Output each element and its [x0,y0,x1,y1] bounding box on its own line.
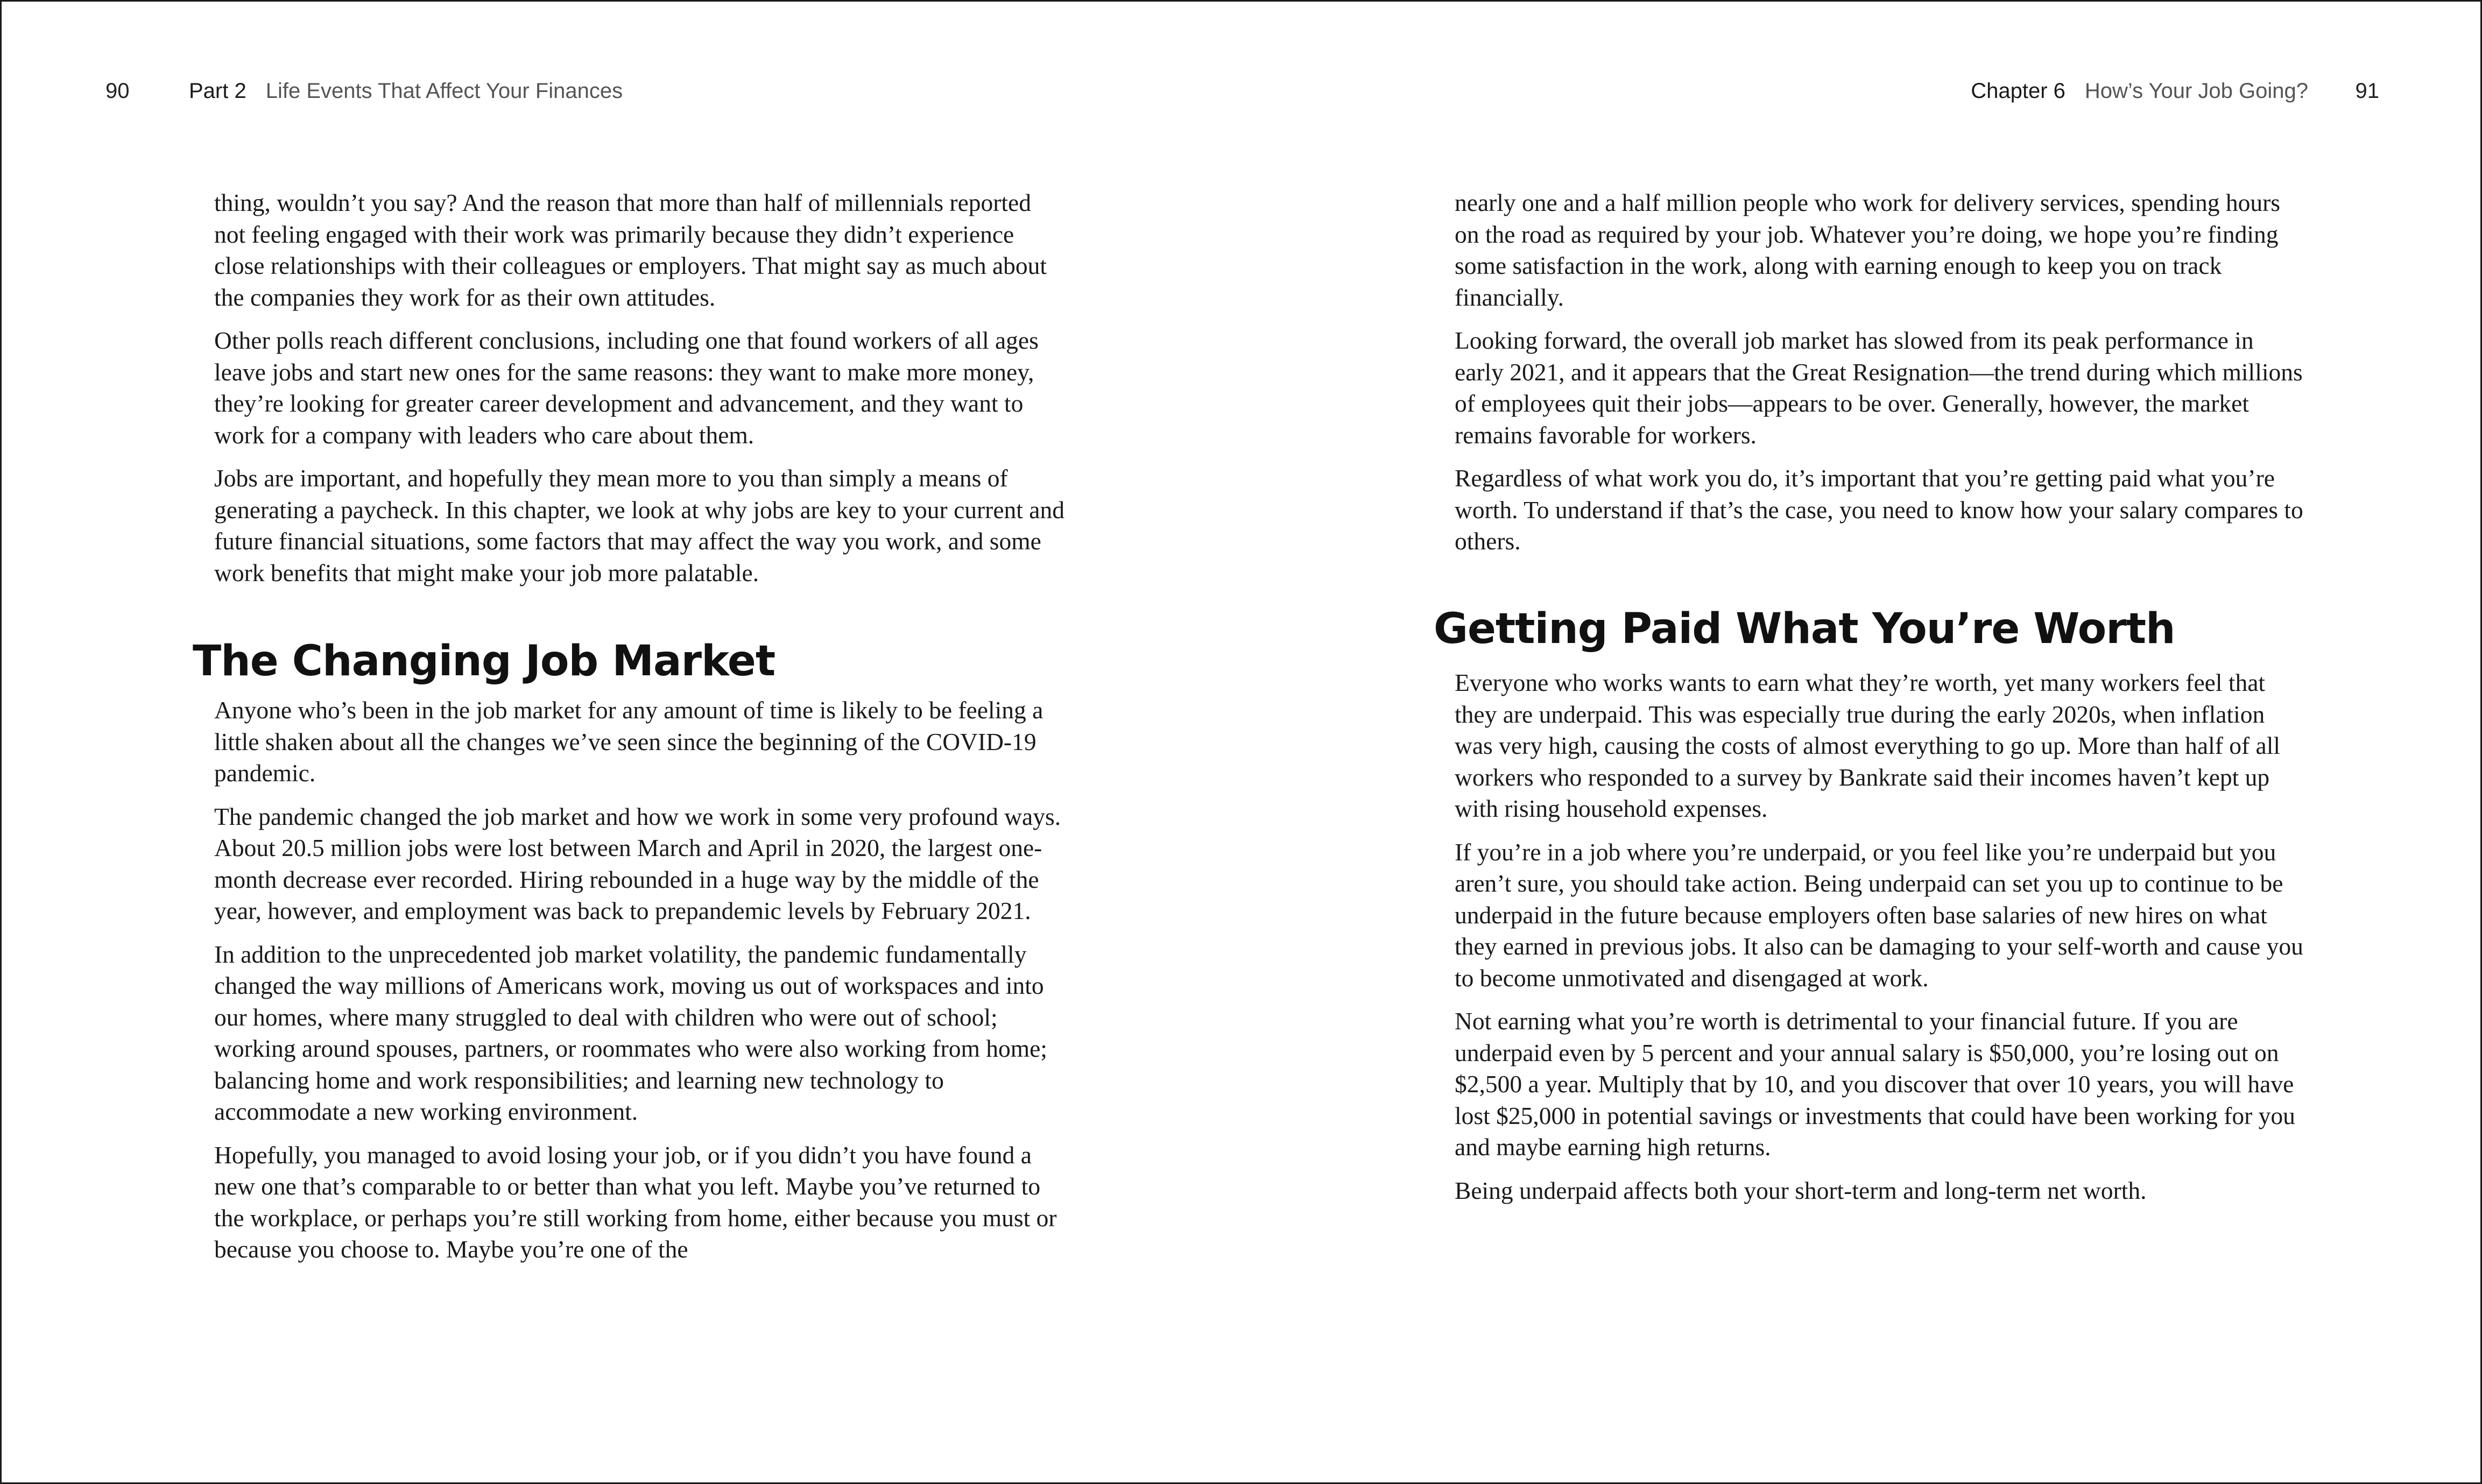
paragraph: Regardless of what work you do, it’s important that you’re getting paid what you’re worth. To understand if that’s the case, you need to know how your salary compares to others. [1455,464,2303,555]
paragraph: Hopefully, you managed to avoid losing your job, or if you didn’t you have found a new one that’s comparable to or better than what you left. Maybe you’ve returned to the workplace, or perhaps you’re still working from home, either because you must or because you choose to. Maybe you’re one of the [214,1141,1057,1263]
paragraph: Being underpaid affects both your short-term and long-term net worth. [1455,1176,2147,1204]
right-page [1241,2,2480,1482]
part-label: Part 2 [189,79,246,103]
paragraph: thing, wouldn’t you say? And the reason that more than half of millennials reported not feeling engaged with their work was primarily because they didn’t experience close relationships with their colleagues or employers. That might say as much about the companies they work for as their own attitudes. [214,189,1047,311]
left-page-number: 90 [105,79,130,103]
paragraph: Looking forward, the overall job market has slowed from its peak performance in early 2021, and it appears that the Great Resignation—the trend during which millions of employees quit their jobs—appears to be over. Generally, however, the market remains favorable for workers. [1455,327,2303,449]
paragraph: Everyone who works wants to earn what they’re worth, yet many workers feel that they are underpaid. This was especially true during the early 2020s, when inflation was very high, causing the costs of almost everything to go up. More than half of all workers who responded to a survey by Bankrate said their incomes haven’t kept up with rising household expenses. [1455,669,2281,822]
left-section-text [214,695,1064,1277]
left-top-text [214,187,1064,600]
paragraph: Anyone who’s been in the job market for any amount of time is likely to be feeling a little shaken about all the changes we’ve seen since the beginning of the COVID-19 pandemic. [214,696,1043,787]
paragraph: Jobs are important, and hopefully they mean more to you than simply a means of generating a paycheck. In this chapter, we look at why jobs are key to your current and future financial situations, some factors that may affect the way you work, and some work benefits that might make your job more palatable. [214,464,1064,586]
chapter-label: Chapter 6 [1971,79,2065,103]
right-section-text [1455,667,2305,1218]
right-top-text [1455,187,2305,569]
chapter-title: How’s Your Job Going? [2084,79,2308,103]
left-running-head [189,77,623,105]
paragraph: If you’re in a job where you’re underpaid, or you feel like you’re underpaid but you aren’t sure, you should take action. Being underpaid can set you up to continue to be underpaid in the future because employers often base salaries of new hires on what they earned in previous jobs. It also can be damaging to your self-worth and cause you to become unmotivated and disengaged at work. [1455,838,2303,992]
section-heading-getting-paid: Getting Paid What You’re Worth [1434,605,2175,653]
paragraph: nearly one and a half million people who work for delivery services, spending hours on the road as required by your job. Whatever you’re doing, we hope you’re finding some satisfaction in the work, along with earning enough to keep you on track financially. [1455,189,2280,311]
paragraph: The pandemic changed the job market and how we work in some very profound ways. About 20.5 million jobs were lost between March and April in 2020, the largest one-month decrease ever recorded. Hiring rebounded in a huge way by the middle of the year, however, and employment was back to prepandemic levels by February 2021. [214,802,1061,924]
left-page [2,2,1241,1482]
right-running-head [1971,77,2308,105]
right-page-number: 91 [2355,79,2379,103]
section-heading-changing-job-market: The Changing Job Market [193,637,775,686]
paragraph: Not earning what you’re worth is detrimental to your financial future. If you are underpaid even by 5 percent and your annual salary is $50,000, you’re losing out on $2,500 a year. Multiply that by 10, and you discover that over 10 years, you will have lost $25,000 in potential savings or investments that could have been working for you and maybe earning high returns. [1455,1007,2295,1161]
paragraph: In addition to the unprecedented job market volatility, the pandemic fundamentally changed the way millions of Americans work, moving us out of workspaces and into our homes, where many struggled to deal with children who were out of school; working around spouses, partners, or roommates who were also working from home; balancing home and work responsibilities; and learning new technology to accommodate a new working environment. [214,940,1047,1125]
part-title: Life Events That Affect Your Finances [265,79,623,103]
paragraph: Other polls reach different conclusions, including one that found workers of all ages leave jobs and start new ones for the same reasons: they want to make more money, they’re looking for greater career development and advancement, and they want to work for a company with leaders who care about them. [214,327,1039,449]
